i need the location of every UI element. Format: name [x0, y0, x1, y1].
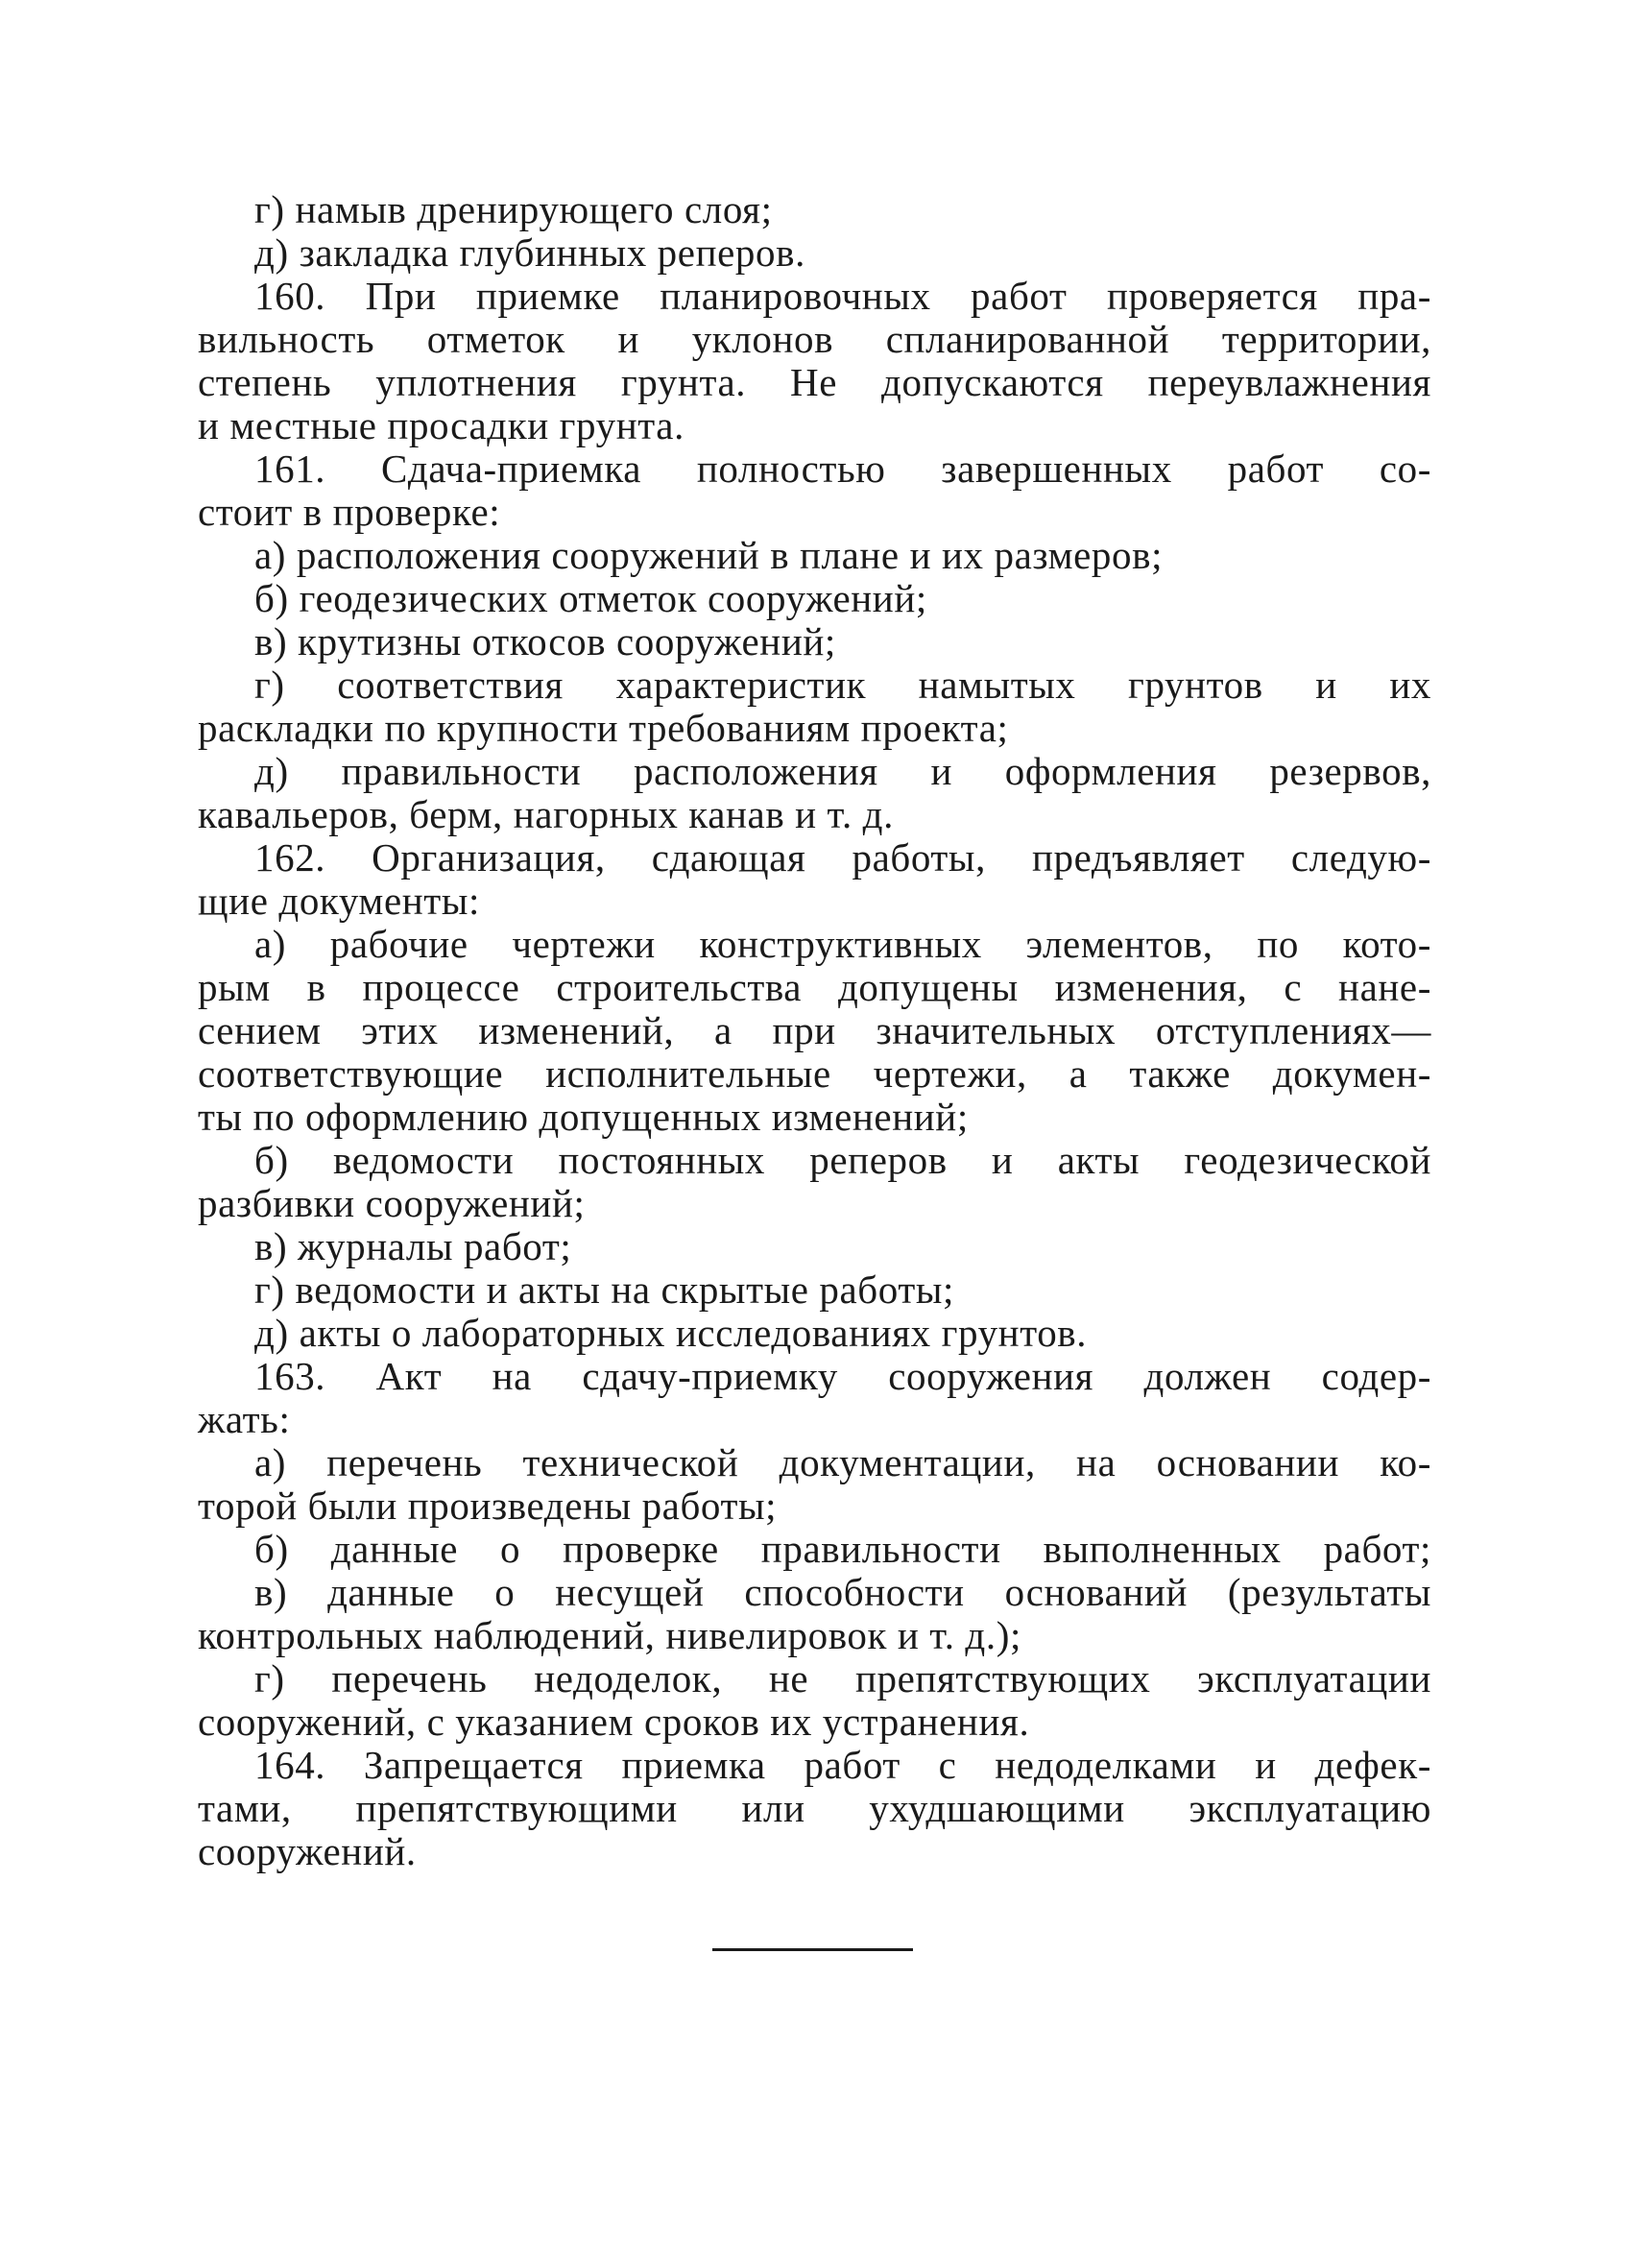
text-line: вильность отметок и уклонов спланированной территории, [198, 317, 1431, 361]
text-line: б) геодезических отметок сооружений; [254, 576, 927, 620]
text-line: а) перечень технической документации, на основании ко- [254, 1440, 1431, 1484]
text-line: ты по оформлению допущенных изменений; [198, 1095, 969, 1139]
text-line: 164. Запрещается приемка работ с недоделками и дефек- [254, 1743, 1431, 1787]
text-line: стоит в проверке: [198, 490, 501, 534]
text-line: жать: [198, 1397, 291, 1441]
text-line: сооружений. [198, 1829, 417, 1873]
text-line: г) намыв дренирующего слоя; [254, 187, 773, 231]
text-line: сением этих изменений, а при значительных отступлениях— [198, 1008, 1431, 1052]
text-line: и местные просадки грунта. [198, 403, 684, 447]
text-line: соответствующие исполнительные чертежи, а также докумен- [198, 1051, 1431, 1096]
text-line: б) данные о проверке правильности выполненных работ; [254, 1527, 1431, 1571]
text-line: а) рабочие чертежи конструктивных элементов, по кото- [254, 922, 1431, 966]
text-line: сооружений, с указанием сроков их устранения. [198, 1700, 1030, 1744]
text-line: 162. Организация, сдающая работы, предъявляет следую- [254, 835, 1431, 880]
text-line: 161. Сдача-приемка полностью завершенных работ со- [254, 446, 1431, 491]
text-line: 160. При приемке планировочных работ проверяется пра- [254, 274, 1431, 318]
text-line: раскладки по крупности требованиям проекта; [198, 706, 1009, 750]
end-separator-rule [712, 1948, 913, 1951]
text-line: г) соответствия характеристик намытых грунтов и их [254, 663, 1431, 707]
text-line: в) данные о несущей способности оснований (результаты [254, 1570, 1431, 1614]
text-line: д) правильности расположения и оформления резервов, [254, 749, 1431, 793]
document-body [198, 188, 1431, 1873]
text-line: в) журналы работ; [254, 1224, 572, 1268]
text-line: г) ведомости и акты на скрытые работы; [254, 1267, 954, 1312]
text-line: г) перечень недоделок, не препятствующих эксплуатации [254, 1656, 1431, 1701]
text-line: степень уплотнения грунта. Не допускаются переувлажнения [198, 360, 1431, 404]
text-line: б) ведомости постоянных реперов и акты геодезической [254, 1138, 1431, 1182]
text-line: рым в процессе строительства допущены изменения, с нане- [198, 965, 1431, 1009]
text-line: торой были произведены работы; [198, 1484, 778, 1528]
text-line: а) расположения сооружений в плане и их размеров; [254, 533, 1164, 577]
text-line: д) акты о лабораторных исследованиях грунтов. [254, 1311, 1088, 1355]
text-line: щие документы: [198, 879, 480, 923]
text-line: в) крутизны откосов сооружений; [254, 619, 836, 664]
text-line: д) закладка глубинных реперов. [254, 230, 805, 275]
text-line: тами, препятствующими или ухудшающими эксплуатацию [198, 1786, 1431, 1830]
text-line: кавальеров, берм, нагорных канав и т. д. [198, 792, 894, 836]
text-line: 163. Акт на сдачу-приемку сооружения должен содер- [254, 1354, 1431, 1398]
text-line: контрольных наблюдений, нивелировок и т. д.); [198, 1613, 1021, 1657]
text-line: разбивки сооружений; [198, 1181, 586, 1225]
